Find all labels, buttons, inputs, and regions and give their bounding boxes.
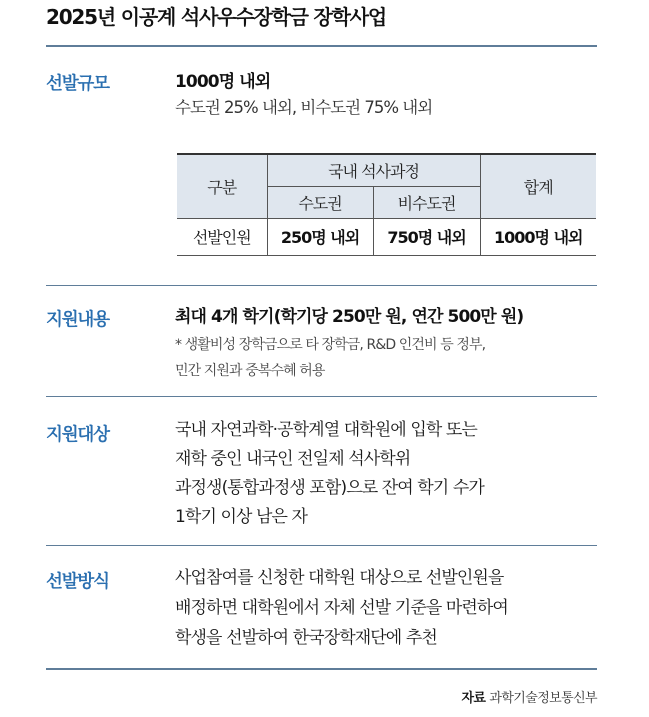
- divider: [46, 545, 597, 546]
- section-label-support-target: 지원대상: [46, 425, 109, 445]
- support-content-note: * 생활비성 장학금으로 타 장학금, R&D 인건비 등 정부,: [175, 337, 486, 353]
- support-target-body: [175, 416, 595, 532]
- bottom-rule: [46, 668, 597, 670]
- section-label-selection-method: 선발방식: [46, 572, 109, 592]
- table-header-noncapital: 비수도권: [373, 186, 480, 218]
- table-cell-capital: 250명 내외: [267, 218, 373, 255]
- selection-method-line: 배정하면 대학원에서 자체 선발 기준을 마련하여: [175, 598, 508, 618]
- selection-method-line: 사업참여를 신청한 대학원 대상으로 선발인원을: [175, 568, 504, 588]
- support-target-line: 과정생(통합과정생 포함)으로 잔여 학기 수가: [175, 478, 484, 498]
- table-header-capital: 수도권: [267, 186, 373, 218]
- selection-scale-total: 1000명 내외: [175, 72, 271, 92]
- table-row: [177, 218, 596, 255]
- support-target-line: 국내 자연과학·공학계열 대학원에 입학 또는: [175, 420, 477, 440]
- support-content-main: 최대 4개 학기(학기당 250만 원, 연간 500만 원): [175, 307, 524, 327]
- divider: [46, 285, 597, 286]
- selection-scale-content: [175, 70, 595, 122]
- top-rule: [46, 45, 597, 47]
- divider: [46, 396, 597, 397]
- table-cell-total: 1000명 내외: [480, 218, 596, 255]
- table-cell-noncapital: 750명 내외: [373, 218, 480, 255]
- table-header-total: 합계: [480, 154, 596, 218]
- support-target-line: 1학기 이상 남은 자: [175, 507, 308, 527]
- source-label: 자료: [461, 691, 486, 706]
- selection-scale-ratio: 수도권 25% 내외, 비수도권 75% 내외: [175, 98, 433, 117]
- section-label-support-content: 지원내용: [46, 310, 109, 330]
- selection-table: [177, 153, 596, 256]
- table-row-label: 선발인원: [177, 218, 267, 255]
- table-header-category: 구분: [177, 154, 267, 218]
- source-credit: [461, 687, 597, 706]
- selection-method-line: 학생을 선발하여 한국장학재단에 추천: [175, 628, 437, 648]
- source-text: 과학기술정보통신부: [489, 691, 597, 706]
- section-label-selection-scale: 선발규모: [46, 74, 109, 94]
- table-header-domestic-masters: 국내 석사과정: [267, 154, 480, 186]
- support-content-note: 민간 지원과 중복수혜 허용: [175, 363, 325, 379]
- page-title: 2025년 이공계 석사우수장학금 장학사업: [46, 5, 386, 29]
- support-target-line: 재학 중인 내국인 전일제 석사학위: [175, 449, 411, 469]
- support-content-body: [175, 304, 595, 384]
- selection-method-body: [175, 563, 595, 653]
